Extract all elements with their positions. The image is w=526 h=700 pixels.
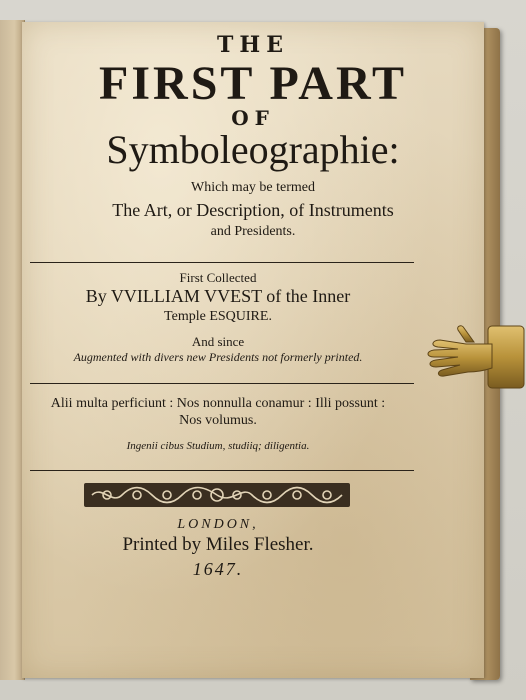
- subtitle-which: Which may be termed: [190, 180, 315, 195]
- divider-rule: [30, 383, 414, 384]
- hand-clasp-icon: [426, 322, 526, 392]
- latin-motto: Ingenii cibus Studium, studiiq; diligentia.: [126, 440, 310, 452]
- imprint-year: 1647.: [192, 559, 244, 579]
- ornament-band-icon: [82, 480, 352, 510]
- title-the: THE: [217, 32, 289, 58]
- author-line: By VVILLIAM VVEST of the Inner: [85, 286, 351, 306]
- author-title-line: Temple ESQUIRE.: [164, 309, 272, 324]
- since-line: And since: [191, 334, 245, 349]
- latin-quote-line-2: Nos volumus.: [179, 413, 257, 428]
- book-title: Symboleographie:: [106, 127, 400, 172]
- title-of: OF: [231, 106, 275, 130]
- imprint-city: LONDON,: [177, 517, 259, 532]
- subtitle-art: The Art, or Description, of Instruments: [112, 200, 394, 220]
- augmented-line: Augmented with divers new Presidents not formerly printed.: [73, 350, 363, 364]
- imprint-printer: Printed by Miles Flesher.: [122, 534, 314, 555]
- divider-rule: [30, 262, 414, 263]
- collected-line: First Collected: [179, 270, 257, 285]
- divider-rule: [30, 470, 414, 471]
- title-first-part: FIRST PART: [99, 57, 407, 110]
- title-page: [22, 22, 484, 678]
- subtitle-presidents: and Presidents.: [210, 224, 296, 239]
- latin-quote-line-1: Alii multa perficiunt : Nos nonnulla conamur : Illi possunt :: [50, 396, 386, 411]
